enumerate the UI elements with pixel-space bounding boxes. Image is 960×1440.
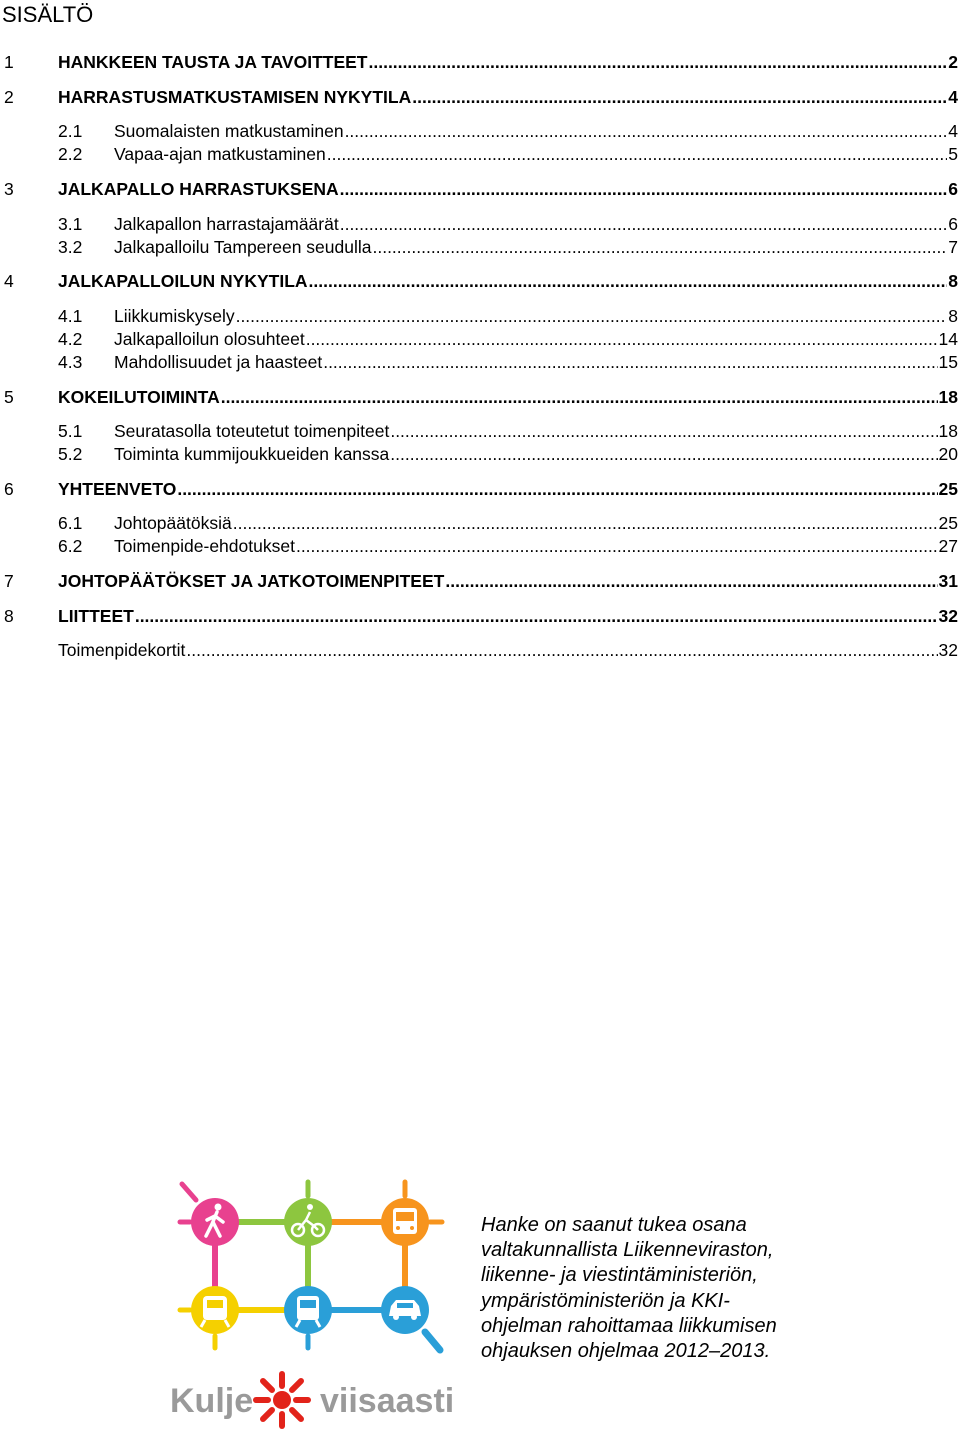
logo-word-right: viisaasti xyxy=(320,1382,455,1420)
toc-entry[interactable] xyxy=(0,386,958,408)
toc-entry[interactable] xyxy=(0,478,958,500)
toc-entry-title: Johtopäätöksiä xyxy=(114,513,232,533)
toc-entry[interactable] xyxy=(0,535,958,557)
toc-dot-leader xyxy=(306,328,938,350)
toc-entry-title: Suomalaisten matkustaminen xyxy=(114,121,344,141)
toc-entry-page: 5 xyxy=(948,144,958,164)
toc-entry-title: Seuratasolla toteutetut toimenpiteet xyxy=(114,421,390,441)
toc-dot-leader xyxy=(233,512,938,534)
toc-entry-title: LIITTEET xyxy=(58,606,134,626)
toc-entry-page: 14 xyxy=(938,329,958,349)
toc-entry-title: HARRASTUSMATKUSTAMISEN NYKYTILA xyxy=(58,87,412,107)
toc-entry-number: 1 xyxy=(4,52,14,72)
toc-entry[interactable] xyxy=(0,443,958,465)
tram-icon xyxy=(284,1286,332,1334)
toc-entry-page: 6 xyxy=(948,179,958,199)
toc-entry-number: 6.2 xyxy=(58,536,83,556)
toc-entry[interactable] xyxy=(0,351,958,373)
toc-entry-number: 3.1 xyxy=(58,214,83,234)
toc-entry[interactable] xyxy=(0,86,958,108)
toc-dot-leader xyxy=(221,386,938,408)
cyclist-icon xyxy=(284,1198,332,1246)
toc-entry-page: 15 xyxy=(938,352,958,372)
toc-entry-title: Liikkumiskysely xyxy=(114,306,235,326)
toc-entry-number: 3 xyxy=(4,179,14,199)
toc-entry-number: 4 xyxy=(4,271,14,291)
toc-entry-page: 20 xyxy=(938,444,958,464)
toc-entry-title: HANKKEEN TAUSTA JA TAVOITTEET xyxy=(58,52,368,72)
toc-entry-number: 8 xyxy=(4,606,14,626)
funding-line: ympäristöministeriön ja KKI- xyxy=(481,1289,730,1312)
toc-entry[interactable] xyxy=(0,605,958,627)
toc-dot-leader xyxy=(135,605,938,627)
toc-entry-page: 32 xyxy=(938,640,958,660)
toc-entry-title: Jalkapalloilu Tampereen seudulla xyxy=(114,237,372,257)
toc-entry-page: 7 xyxy=(948,237,958,257)
toc-dot-leader xyxy=(369,51,948,73)
toc-entry[interactable] xyxy=(0,420,958,442)
funding-line: Hanke on saanut tukea osana xyxy=(481,1214,747,1236)
funding-line: liikenne- ja viestintäministeriön, xyxy=(481,1264,758,1287)
toc-entry-page: 2 xyxy=(948,52,958,72)
toc-entry-title: Toimenpidekortit xyxy=(58,640,186,660)
toc-entry-page: 31 xyxy=(938,571,958,591)
toc-entry[interactable] xyxy=(0,213,958,235)
toc-entry-title: Jalkapallon harrastajamäärät xyxy=(114,214,339,234)
toc-dot-leader xyxy=(340,213,948,235)
toc-entry[interactable] xyxy=(0,270,958,292)
toc-entry[interactable] xyxy=(0,143,958,165)
toc-entry-number: 5.1 xyxy=(58,421,83,441)
toc-entry[interactable] xyxy=(0,328,958,350)
toc-entry-title: Jalkapalloilun olosuhteet xyxy=(114,329,305,349)
toc-entry-number: 4.2 xyxy=(58,329,83,349)
toc-entry-page: 27 xyxy=(938,536,958,556)
kulje-viisaasti-logo xyxy=(160,1170,460,1430)
toc-dot-leader xyxy=(390,420,937,442)
toc-dot-leader xyxy=(327,143,948,165)
toc-entry-number: 2 xyxy=(4,87,14,107)
toc-dot-leader xyxy=(372,236,947,258)
toc-entry[interactable] xyxy=(0,512,958,534)
toc-dot-leader xyxy=(340,178,948,200)
toc-dot-leader xyxy=(345,120,948,142)
toc-dot-leader xyxy=(309,270,948,292)
toc-dot-leader xyxy=(177,478,937,500)
toc-entry[interactable] xyxy=(0,51,958,73)
sun-mark-icon xyxy=(256,1374,308,1426)
toc-dot-leader xyxy=(445,570,937,592)
toc-entry[interactable] xyxy=(0,639,958,661)
toc-entry-number: 2.2 xyxy=(58,144,83,164)
toc-dot-leader xyxy=(323,351,937,373)
toc-entry-title: KOKEILUTOIMINTA xyxy=(58,387,220,407)
toc-entry[interactable] xyxy=(0,178,958,200)
toc-entry-title: Mahdollisuudet ja haasteet xyxy=(114,352,323,372)
toc-entry-number: 5.2 xyxy=(58,444,83,464)
funding-line: valtakunnallista Liikenneviraston, xyxy=(481,1239,774,1262)
toc-entry-page: 4 xyxy=(948,87,958,107)
logo-word-left: Kulje xyxy=(170,1382,254,1420)
train-icon xyxy=(191,1286,239,1334)
toc-entry-title: JOHTOPÄÄTÖKSET JA JATKOTOIMENPITEET xyxy=(58,571,445,591)
toc-entry[interactable] xyxy=(0,570,958,592)
funding-line: ohjelman rahoittamaa liikkumisen xyxy=(481,1314,777,1337)
toc-entry-number: 5 xyxy=(4,387,14,407)
toc-entry-title: Toiminta kummijoukkueiden kanssa xyxy=(114,444,390,464)
toc-entry-page: 32 xyxy=(938,606,958,626)
toc-entry-number: 2.1 xyxy=(58,121,83,141)
toc-entry-title: JALKAPALLO HARRASTUKSENA xyxy=(58,179,339,199)
toc-entry-number: 4.1 xyxy=(58,306,83,326)
toc-entry-page: 25 xyxy=(938,513,958,533)
toc-dot-leader xyxy=(412,86,947,108)
toc-entry-number: 6 xyxy=(4,479,14,499)
toc-entry-number: 7 xyxy=(4,571,14,591)
toc-dot-leader xyxy=(296,535,938,557)
funding-line: ohjauksen ohjelmaa 2012–2013. xyxy=(481,1340,771,1363)
toc-entry-title: Toimenpide-ehdotukset xyxy=(114,536,295,556)
toc-entry-page: 18 xyxy=(938,421,958,441)
toc-entry[interactable] xyxy=(0,236,958,258)
toc-heading: SISÄLTÖ xyxy=(2,2,94,27)
toc-dot-leader xyxy=(186,639,937,661)
car-icon xyxy=(381,1286,429,1334)
toc-dot-leader xyxy=(236,305,948,327)
toc-entry-title: JALKAPALLOILUN NYKYTILA xyxy=(58,271,308,291)
funding-statement xyxy=(481,1213,841,1364)
toc-entry-page: 4 xyxy=(948,121,958,141)
toc-entry[interactable] xyxy=(0,120,958,142)
toc-entry[interactable] xyxy=(0,305,958,327)
toc-entry-number: 4.3 xyxy=(58,352,83,372)
toc-entry-page: 8 xyxy=(948,271,958,291)
toc-entry-title: Vapaa-ajan matkustaminen xyxy=(114,144,326,164)
pedestrian-icon xyxy=(191,1198,239,1246)
toc-entry-page: 18 xyxy=(938,387,958,407)
toc-dot-leader xyxy=(390,443,937,465)
toc-entry-page: 6 xyxy=(948,214,958,234)
toc-entry-number: 6.1 xyxy=(58,513,83,533)
bus-icon xyxy=(381,1198,429,1246)
toc-entry-number: 3.2 xyxy=(58,237,83,257)
toc-entry-title: YHTEENVETO xyxy=(58,479,177,499)
toc-entry-page: 25 xyxy=(938,479,958,499)
toc-entry-page: 8 xyxy=(948,306,958,326)
